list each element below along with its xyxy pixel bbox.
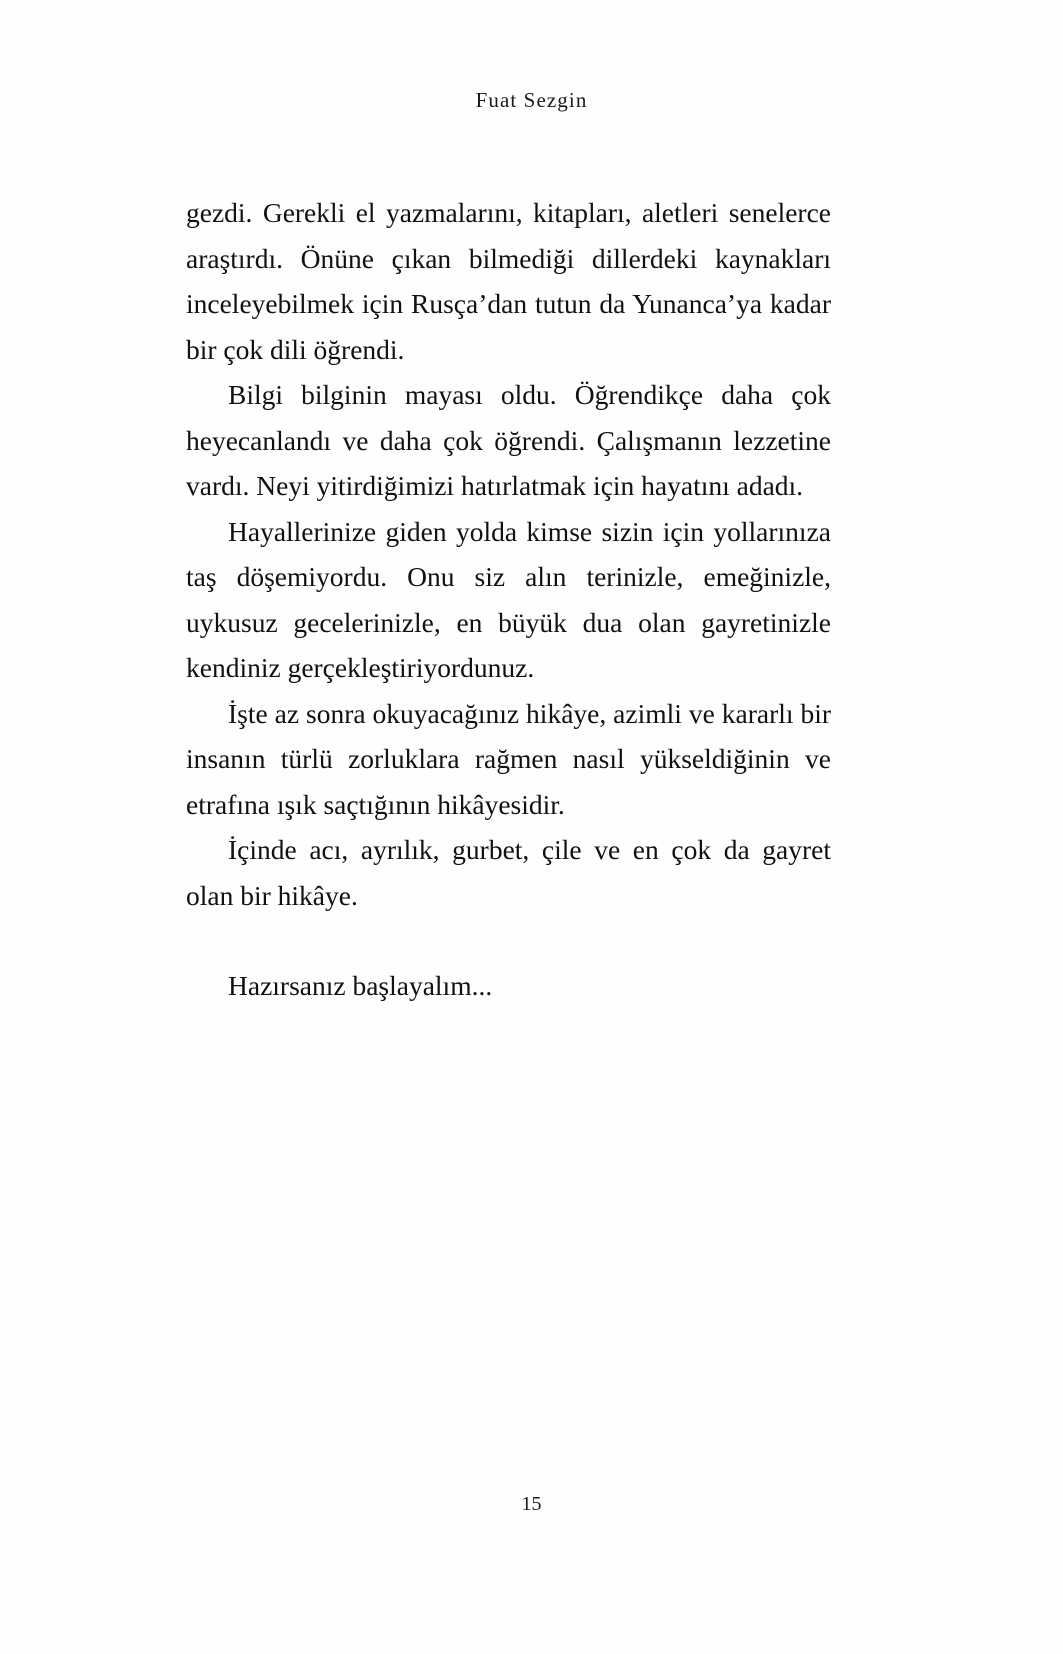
paragraph: Bilgi bilginin mayası oldu. Öğrendikçe daha çok heyecanlandı ve daha çok öğrendi. Çalışmanın lezzetine vardı. Neyi yitirdiğimizi hatırlatmak için hayatını adadı. (186, 379, 831, 501)
paragraph: İşte az sonra okuyacağınız hikâye, azimli ve kararlı bir insanın türlü zorluklara rağmen nasıl yükseldiğinin ve etrafına ışık saçtığının hikâyesidir. (186, 697, 831, 820)
running-head: Fuat Sezgin (475, 88, 588, 112)
paragraph: Hazırsanız başlayalım... (228, 970, 493, 1001)
page-number: 15 (521, 1493, 542, 1515)
paragraph: İçinde acı, ayrılık, gurbet, çile ve en çok da gayret olan bir hikâye. (186, 834, 831, 911)
body-text (186, 190, 831, 1009)
paragraph: gezdi. Gerekli el yazmalarını, kitapları, aletleri senelerce araştırdı. Önüne çıkan bilmediği dillerdeki kaynakları inceleyebilmek için Rusça’dan tutun da Yunanca’ya kadar bir çok dili öğrendi. (186, 197, 831, 365)
paragraph: Hayallerinize giden yolda kimse sizin için yollarınıza taş döşemiyordu. Onu siz alın terinizle, emeğinizle, uykusuz gecelerinizle, en büyük dua olan gayretinizle kendiniz gerçekleştiriyordunuz. (186, 515, 831, 683)
